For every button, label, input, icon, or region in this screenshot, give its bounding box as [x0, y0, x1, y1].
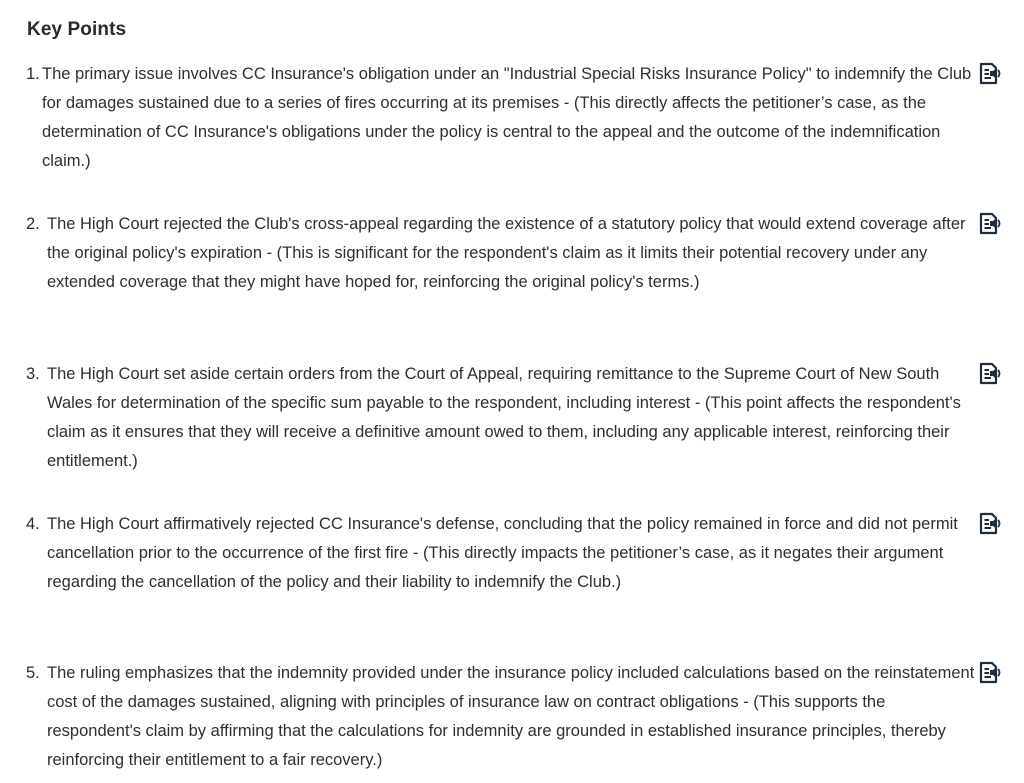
key-point-number: 5. [26, 664, 40, 682]
key-point-number: 2. [26, 215, 40, 233]
key-point-number: 1. [26, 65, 40, 83]
key-point-item [26, 659, 1016, 779]
text-to-speech-icon[interactable] [977, 512, 1003, 536]
key-point-text: The primary issue involves CC Insurance's obligation under an "Industrial Special Risks Insurance Policy" to indemnify the Club for damages sustained due to a series of fires occurring at its premises - (This directly affects the petitioner’s case, as the determination of CC Insurance's obligations under the policy is central to the appeal and the outcome of the indemnification claim.) [42, 65, 972, 170]
key-point-text: The ruling emphasizes that the indemnity provided under the insurance policy included calculations based on the reinstatement cost of the damages sustained, aligning with principles of insurance law on contract obligations - (This supports the respondent's claim by affirming that the calculations for indemnity are grounded in established insurance principles, thereby reinforcing their entitlement to a fair recovery.) [47, 664, 975, 769]
key-point-item [26, 360, 1016, 480]
section-heading: Key Points [27, 19, 127, 40]
key-point-number: 4. [26, 515, 40, 533]
key-point-text: The High Court affirmatively rejected CC Insurance's defense, concluding that the policy remained in force and did not permit cancellation prior to the occurrence of the first fire - (This directly impacts the petitioner’s case, as it negates their argument regarding the cancellation of the policy and their liability to indemnify the Club.) [47, 515, 958, 591]
text-to-speech-icon[interactable] [977, 62, 1003, 86]
text-to-speech-icon[interactable] [977, 661, 1003, 685]
key-point-text: The High Court set aside certain orders from the Court of Appeal, requiring remittance to the Supreme Court of New South Wales for determination of the specific sum payable to the respondent, including interest - (This point affects the respondent's claim as it ensures that they will receive a definitive amount owed to them, including any applicable interest, reinforcing their entitlement.) [47, 365, 961, 470]
text-to-speech-icon[interactable] [977, 212, 1003, 236]
key-point-number: 3. [26, 365, 40, 383]
key-point-item [26, 210, 1016, 330]
key-point-item [26, 510, 1016, 630]
key-point-item [26, 60, 1016, 180]
text-to-speech-icon[interactable] [977, 362, 1003, 386]
key-point-text: The High Court rejected the Club's cross-appeal regarding the existence of a statutory policy that would extend coverage after the original policy's expiration - (This is significant for the respondent's claim as it limits their potential recovery under any extended coverage that they might have hoped for, reinforcing the original policy's terms.) [47, 215, 966, 291]
